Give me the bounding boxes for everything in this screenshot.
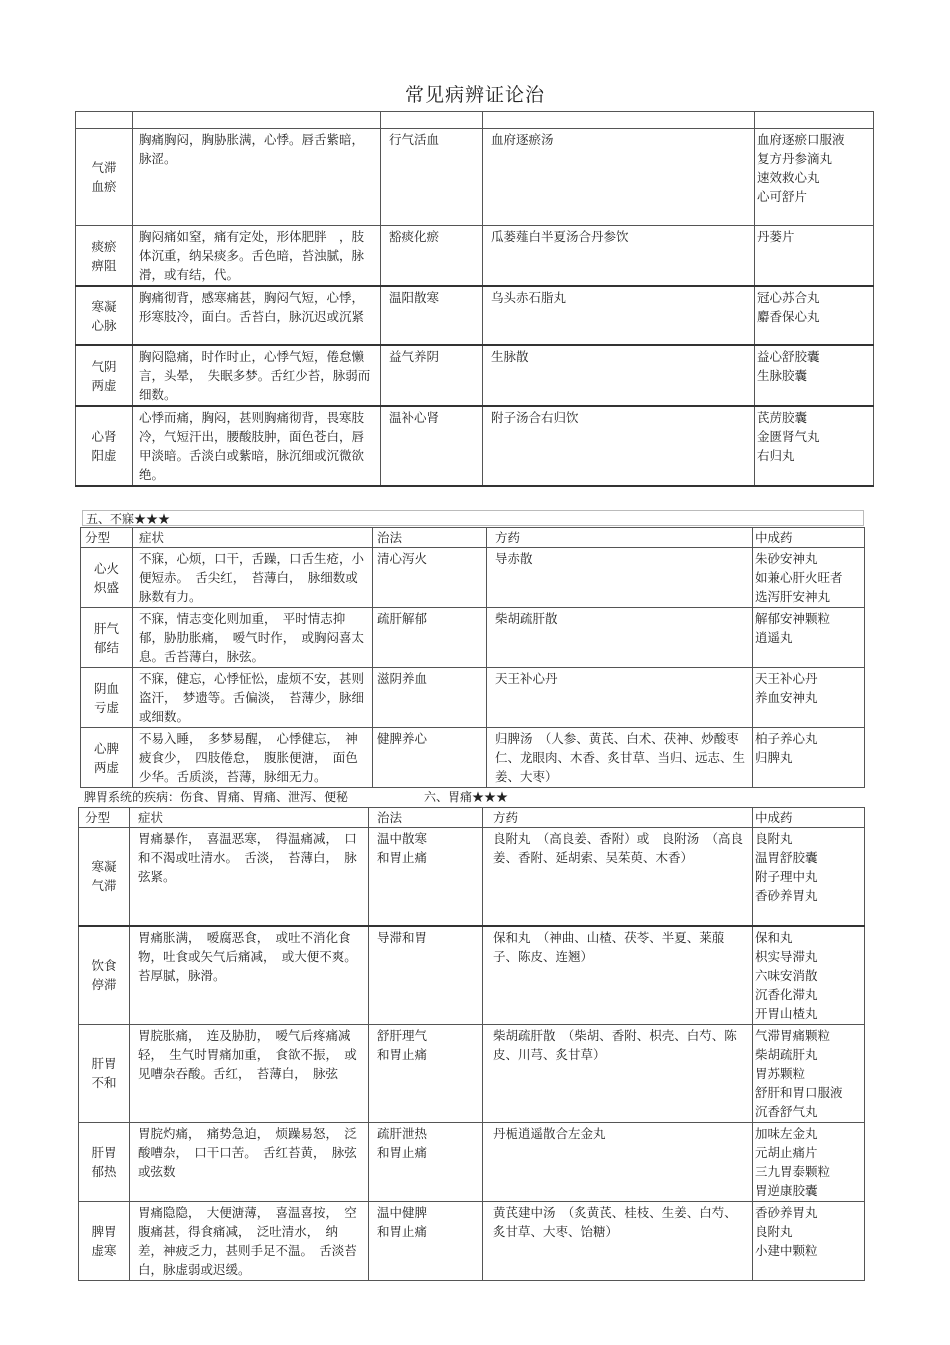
formula-cell: 保和丸 （神曲、山楂、茯苓、半夏、莱菔子、陈皮、连翘） <box>483 926 753 1025</box>
header-medicines: 中成药 <box>753 808 865 828</box>
table-row <box>79 828 865 926</box>
medicine-item: 心可舒片 <box>757 189 808 204</box>
medicine-item: 开胃山楂丸 <box>755 1005 818 1021</box>
header-type: 分型 <box>79 808 130 828</box>
method-cell: 豁痰化瘀 <box>381 226 483 287</box>
header-medicines: 中成药 <box>753 528 865 548</box>
medicine-item: 复方丹参滴丸 <box>757 151 833 166</box>
medicine-item: 胃苏颗粒 <box>755 1065 806 1081</box>
medicine-item: 生脉胶囊 <box>757 368 808 383</box>
method-cell: 疏肝泄热 和胃止痛 <box>369 1122 483 1201</box>
medicine-item: 右归丸 <box>757 448 795 463</box>
medicine-item: 加味左金丸 <box>755 1125 818 1141</box>
table-row <box>81 728 865 788</box>
medicine-cell <box>753 548 865 608</box>
medicine-cell <box>753 1201 865 1280</box>
medicine-item: 选泻肝安神丸 <box>755 589 831 604</box>
medicine-item: 芪苈胶囊 <box>757 410 808 425</box>
medicine-cell <box>753 728 865 788</box>
type-cell: 痰瘀 痹阻 <box>76 226 133 287</box>
medicine-item: 归脾丸 <box>755 750 793 765</box>
medicine-item: 良附丸 <box>755 1223 793 1239</box>
medicine-item: 天王补心丹 <box>755 671 818 686</box>
formula-cell: 血府逐瘀汤 <box>483 129 755 226</box>
medicine-item: 金匮肾气丸 <box>757 429 820 444</box>
medicine-cell <box>753 668 865 728</box>
table-row <box>81 548 865 608</box>
formula-cell: 柴胡疏肝散 <box>487 608 753 668</box>
digestive-note: 脾胃系统的疾病：伤食、胃痛、胃痛、泄泻、便秘 <box>84 790 349 804</box>
formula-cell: 丹栀逍遥散合左金丸 <box>483 1122 753 1201</box>
method-cell: 健脾养心 <box>373 728 487 788</box>
medicine-item: 枳实导滞丸 <box>755 948 818 964</box>
medicine-item: 三九胃泰颗粒 <box>755 1163 831 1179</box>
type-cell: 肝胃 郁热 <box>79 1122 130 1201</box>
table-row <box>76 406 874 486</box>
table-chest-bi <box>75 111 874 487</box>
medicine-item: 温胃舒胶囊 <box>755 850 818 865</box>
medicine-item: 柴胡疏肝丸 <box>755 1046 818 1062</box>
symptoms-cell: 胸闷隐痛，时作时止，心悸气短，倦怠懒言，头晕， 失眠多梦。舌红少苔，脉弱而细数。 <box>133 345 381 406</box>
symptoms-cell: 胸痛彻背，感寒痛甚，胸闷气短，心悸，形寒肢冷，面白。舌苔白，脉沉迟或沉紧 <box>133 286 381 345</box>
table-insomnia <box>80 527 865 788</box>
symptoms-cell: 心悸而痛，胸闷，甚则胸痛彻背，畏寒肢冷，气短汗出，腰酸肢肿，面色苍白，唇甲淡暗。舌淡白或紫暗，脉沉细或沉微欲绝。 <box>133 406 381 486</box>
medicine-item: 丹蒌片 <box>757 229 795 244</box>
formula-cell: 良附丸 （高良姜、香附）或 良附汤 （高良姜、香附、延胡索、吴茱萸、木香） <box>483 828 753 926</box>
header-type: 分型 <box>81 528 133 548</box>
method-cell: 益气养阴 <box>381 345 483 406</box>
medicine-item: 沉香化滞丸 <box>755 986 818 1002</box>
type-cell: 寒凝 气滞 <box>79 828 130 926</box>
type-cell: 肝气 郁结 <box>81 608 133 668</box>
medicine-item: 舒肝和胃口服液 <box>755 1084 843 1100</box>
formula-cell: 附子汤合右归饮 <box>483 406 755 486</box>
page-title: 常见病辨证论治 <box>404 84 545 106</box>
type-cell: 寒凝 心脉 <box>76 286 133 345</box>
table-row <box>76 286 874 345</box>
medicine-item: 养血安神丸 <box>755 690 818 705</box>
symptoms-cell: 胃痛隐隐， 大便溏薄， 喜温喜按， 空腹痛甚，得食痛减， 泛吐清水， 纳差，神疲乏力，甚则手足不温。 舌淡苔白，脉虚弱或迟缓。 <box>130 1201 369 1280</box>
method-cell: 温中健脾 和胃止痛 <box>369 1201 483 1280</box>
medicine-cell <box>755 129 874 226</box>
medicine-item: 六味安消散 <box>755 967 818 983</box>
table-row <box>76 345 874 406</box>
type-cell: 气滞 血瘀 <box>76 129 133 226</box>
medicine-item: 逍遥丸 <box>755 630 793 645</box>
type-cell: 心脾 两虚 <box>81 728 133 788</box>
type-cell: 气阴 两虚 <box>76 345 133 406</box>
symptoms-cell: 不易入睡， 多梦易醒， 心悸健忘， 神疲食少， 四肢倦怠， 腹胀便溏， 面色少华。舌质淡，苔薄，脉细无力。 <box>133 728 373 788</box>
method-cell: 舒肝理气 和胃止痛 <box>369 1024 483 1122</box>
symptoms-cell: 胃脘胀痛， 连及胁肋， 嗳气后疼痛减轻， 生气时胃痛加重， 食欲不振， 或见嘈杂吞酸。舌红， 苔薄白， 脉弦 <box>130 1024 369 1122</box>
formula-cell: 黄芪建中汤 （炙黄芪、桂枝、生姜、白芍、炙甘草、大枣、饴糖） <box>483 1201 753 1280</box>
medicine-item: 保和丸 <box>755 929 793 945</box>
medicine-item: 如兼心肝火旺者 <box>755 570 843 585</box>
formula-cell: 归脾汤 （人参、黄芪、白术、茯神、炒酸枣仁、龙眼肉、木香、炙甘草、当归、远志、生姜、大枣） <box>487 728 753 788</box>
medicine-cell <box>755 345 874 406</box>
medicine-cell <box>755 286 874 345</box>
medicine-item: 朱砂安神丸 <box>755 551 818 566</box>
medicine-item: 气滞胃痛颗粒 <box>755 1027 831 1043</box>
medicine-item: 柏子养心丸 <box>755 731 818 746</box>
table-row <box>79 926 865 1025</box>
method-cell: 温补心肾 <box>381 406 483 486</box>
formula-cell: 天王补心丹 <box>487 668 753 728</box>
method-cell: 导滞和胃 <box>369 926 483 1025</box>
formula-cell: 乌头赤石脂丸 <box>483 286 755 345</box>
section-heading-stomach-pain: 六、胃痛★★★ <box>424 790 509 804</box>
table-row <box>76 129 874 226</box>
method-cell: 疏肝解郁 <box>373 608 487 668</box>
formula-cell: 瓜蒌薤白半夏汤合丹参饮 <box>483 226 755 287</box>
header-method: 治法 <box>369 808 483 828</box>
symptoms-cell: 胃痛胀满， 嗳腐恶食， 或吐不消化食物，吐食或矢气后痛减， 或大便不爽。苔厚腻，脉滑。 <box>130 926 369 1025</box>
table-row <box>81 608 865 668</box>
symptoms-cell: 不寐，情志变化则加重， 平时情志抑郁，胁肋胀痛， 嗳气时作， 或胸闷喜太息。舌苔薄白，脉弦。 <box>133 608 373 668</box>
type-cell: 心火 炽盛 <box>81 548 133 608</box>
medicine-item: 益心舒胶囊 <box>757 349 820 364</box>
formula-cell: 柴胡疏肝散 （柴胡、香附、枳壳、白芍、陈皮、川芎、炙甘草） <box>483 1024 753 1122</box>
symptoms-cell: 胃脘灼痛， 痛势急迫， 烦躁易怒， 泛酸嘈杂， 口干口苦。 舌红苔黄， 脉弦或弦数 <box>130 1122 369 1201</box>
medicine-item: 良附丸 <box>755 831 793 846</box>
method-cell: 滋阴养血 <box>373 668 487 728</box>
method-cell: 温阳散寒 <box>381 286 483 345</box>
medicine-cell <box>753 1122 865 1201</box>
medicine-item: 香砂养胃丸 <box>755 888 818 903</box>
header-symptoms: 症状 <box>130 808 369 828</box>
medicine-item: 血府逐瘀口服液 <box>757 132 845 147</box>
type-cell: 心肾 阳虚 <box>76 406 133 486</box>
type-cell: 肝胃 不和 <box>79 1024 130 1122</box>
header-formula: 方药 <box>483 808 753 828</box>
symptoms-cell: 胸闷痛如窒，痛有定处，形体肥胖 ，肢体沉重，纳呆痰多。舌色暗，苔浊腻，脉滑，或有结，代。 <box>133 226 381 287</box>
medicine-item: 附子理中丸 <box>755 869 818 884</box>
medicine-item: 速效救心丸 <box>757 170 820 185</box>
medicine-item: 胃逆康胶囊 <box>755 1182 818 1198</box>
symptoms-cell: 胃痛暴作， 喜温恶寒， 得温痛减， 口和不渴或吐清水。 舌淡， 苔薄白， 脉弦紧。 <box>130 828 369 926</box>
formula-cell: 生脉散 <box>483 345 755 406</box>
header-formula: 方药 <box>487 528 753 548</box>
medicine-item: 麝香保心丸 <box>757 309 820 324</box>
formula-cell: 导赤散 <box>487 548 753 608</box>
table-row <box>79 1122 865 1201</box>
table-row <box>76 112 874 129</box>
medicine-cell <box>753 1024 865 1122</box>
symptoms-cell: 不寐，心烦，口干，舌躁，口舌生疮，小便短赤。 舌尖红， 苔薄白， 脉细数或脉数有力。 <box>133 548 373 608</box>
medicine-item: 小建中颗粒 <box>755 1242 818 1258</box>
table-header-row <box>79 808 865 828</box>
method-cell: 清心泻火 <box>373 548 487 608</box>
type-cell: 阴血 亏虚 <box>81 668 133 728</box>
type-cell: 饮食 停滞 <box>79 926 130 1025</box>
medicine-cell <box>753 828 865 926</box>
method-cell: 行气活血 <box>381 129 483 226</box>
medicine-item: 元胡止痛片 <box>755 1144 818 1160</box>
medicine-cell <box>753 926 865 1025</box>
medicine-item: 香砂养胃丸 <box>755 1204 818 1220</box>
table-stomach-pain <box>78 807 865 1281</box>
section-heading-insomnia: 五、不寐★★★ <box>82 510 864 526</box>
medicine-cell <box>755 226 874 287</box>
header-method: 治法 <box>373 528 487 548</box>
symptoms-cell: 不寐，健忘，心悸怔忪，虚烦不安，甚则盗汗， 梦遗等。舌偏淡， 苔薄少，脉细或细数。 <box>133 668 373 728</box>
medicine-item: 沉香舒气丸 <box>755 1103 818 1119</box>
type-cell: 脾胃 虚寒 <box>79 1201 130 1280</box>
medicine-item: 冠心苏合丸 <box>757 290 820 305</box>
method-cell: 温中散寒 和胃止痛 <box>369 828 483 926</box>
medicine-cell <box>753 608 865 668</box>
medicine-cell <box>755 406 874 486</box>
table-row <box>76 226 874 287</box>
table-row <box>79 1201 865 1280</box>
symptoms-cell: 胸痛胸闷，胸胁胀满，心悸。唇舌紫暗，脉涩。 <box>133 129 381 226</box>
table-row <box>79 1024 865 1122</box>
header-symptoms: 症状 <box>133 528 373 548</box>
medicine-item: 解郁安神颗粒 <box>755 611 831 626</box>
table-row <box>81 668 865 728</box>
table-header-row <box>81 528 865 548</box>
